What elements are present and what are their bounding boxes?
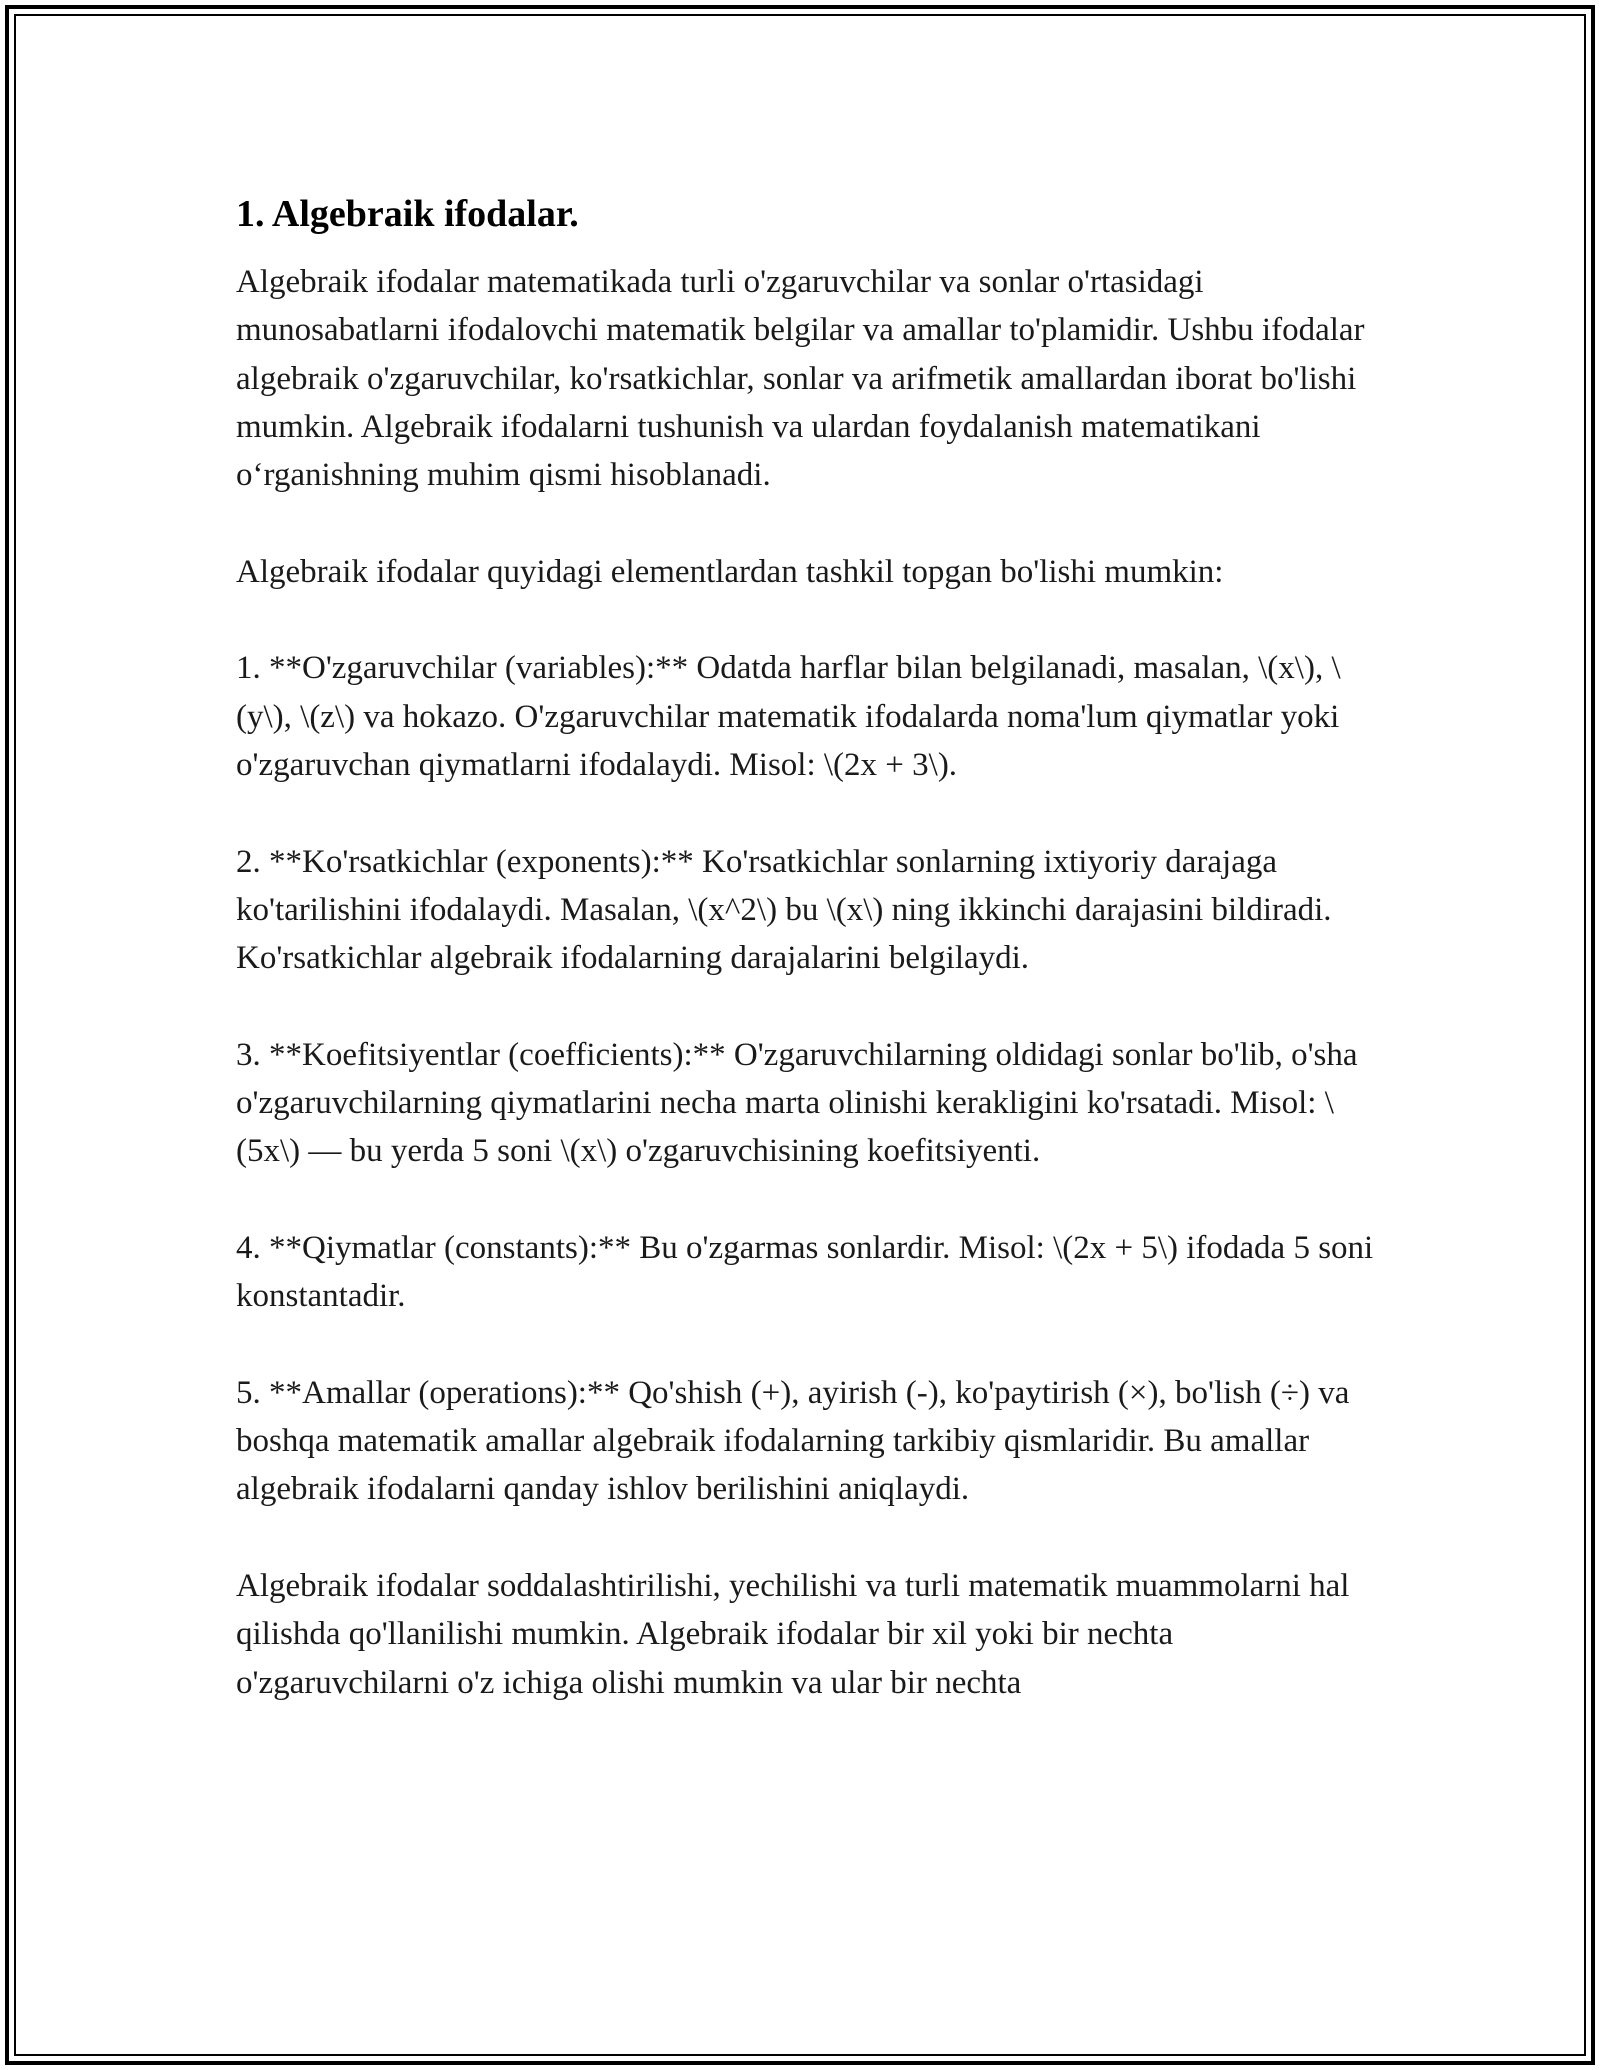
document-body bbox=[236, 184, 1376, 1755]
paragraph-intro: Algebraik ifodalar matematikada turli o'zgaruvchilar va sonlar o'rtasidagi munosabatlarni ifodalovchi matematik belgilar va amallar to'plamidir. Ushbu ifodalar algebraik o'zgaruvchilar, ko'rsatkichlar, sonlar va arifmetik amallardan iborat bo'lishi mumkin. Algebraik ifodalarni tushunish va ulardan foydalanish matematikani o‘rganishning muhim qismi hisoblanadi. bbox=[236, 264, 1365, 494]
paragraph-item-variables: 1. **O'zgaruvchilar (variables):** Odatda harflar bilan belgilanadi, masalan, \(x\), \(y\), \(z\) va hokazo. O'zgaruvchilar matematik ifodalarda noma'lum qiymatlar yoki o'zgaruvchan qiymatlarni ifodalaydi. Misol: \(2x + 3\). bbox=[236, 650, 1341, 783]
paragraph-elements-lead: Algebraik ifodalar quyidagi elementlardan tashkil topgan bo'lishi mumkin: bbox=[236, 553, 1224, 590]
paragraph-item-coefficients: 3. **Koefitsiyentlar (coefficients):** O'zgaruvchilarning oldidagi sonlar bo'lib, o'sha o'zgaruvchilarning qiymatlarini necha marta olinishi kerakligini ko'rsatadi. Misol: \(5x\) — bu yerda 5 soni \(x\) o'zgaruvchisining koefitsiyenti. bbox=[236, 1036, 1358, 1170]
section-title: 1. Algebraik ifodalar. bbox=[236, 193, 579, 235]
paragraph-item-operations: 5. **Amallar (operations):** Qo'shish (+), ayirish (-), ko'paytirish (×), bo'lish (÷) va boshqa matematik amallar algebraik ifodalarning tarkibiy qismlaridir. Bu amallar algebraik ifodalarni qanday ishlov berilishini aniqlaydi. bbox=[236, 1374, 1350, 1508]
paragraph-item-exponents: 2. **Ko'rsatkichlar (exponents):** Ko'rsatkichlar sonlarning ixtiyoriy darajaga ko'tarilishini ifodalaydi. Masalan, \(x^2\) bu \(x\) ning ikkinchi darajasini bildiradi. Ko'rsatkichlar algebraik ifodalarning darajalarini belgilaydi. bbox=[236, 843, 1332, 977]
paragraph-item-constants: 4. **Qiymatlar (constants):** Bu o'zgarmas sonlardir. Misol: \(2x + 5\) ifodada 5 soni konstantadir. bbox=[236, 1229, 1374, 1315]
paragraph-conclusion: Algebraik ifodalar soddalashtirilishi, yechilishi va turli matematik muammolarni hal qilishda qo'llanilishi mumkin. Algebraik ifodalar bir xil yoki bir nechta o'zgaruvchilarni o'z ichiga olishi mumkin va ular bir nechta bbox=[236, 1568, 1350, 1701]
